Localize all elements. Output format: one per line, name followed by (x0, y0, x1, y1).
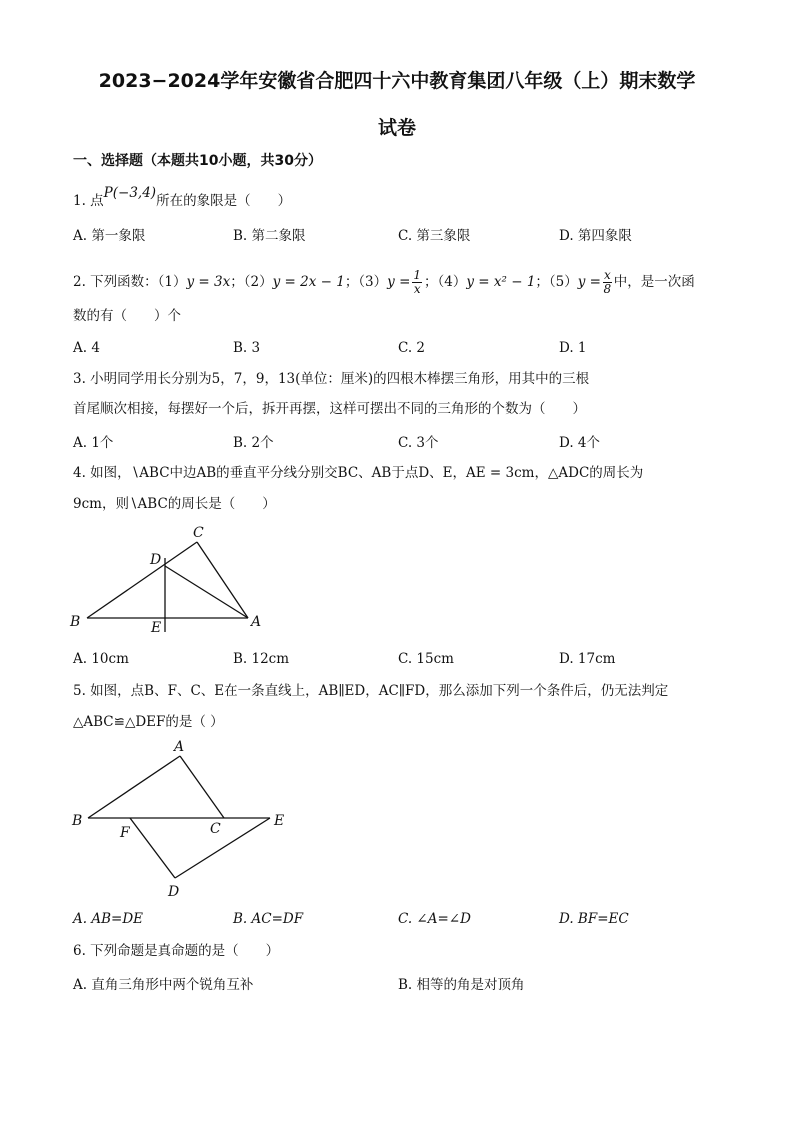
q4-triangle-figure (60, 520, 280, 640)
q2-option-d: D. 1 (559, 340, 587, 356)
q2-function-2: y = 2x − 1 (272, 274, 345, 290)
q2-function-3-fraction (412, 269, 422, 296)
segment-DE (175, 818, 270, 878)
exam-title-line1: 2023−2024学年安徽省合肥四十六中教育集团八年级（上）期末数学 (98, 70, 696, 92)
label-A: A (251, 614, 262, 630)
q3-option-c: C. 3个 (398, 435, 439, 451)
q3-option-a: A. 1个 (73, 435, 114, 451)
fraction-denominator: 8 (603, 282, 612, 296)
q1-option-d: D. 第四象限 (559, 228, 632, 244)
q1-option-b: B. 第二象限 (233, 228, 306, 244)
label-B: B (72, 813, 83, 829)
q5-triangles-figure (60, 738, 300, 898)
q1-point: P(−3,4) (103, 185, 157, 201)
q5-option-d: D. BF=EC (559, 911, 629, 927)
q6-option-b: B. 相等的角是对顶角 (398, 977, 525, 993)
label-B: B (70, 614, 81, 630)
fraction-denominator: x (413, 282, 421, 296)
question-5-line2: △ABC≌△DEF的是（ ） (73, 714, 224, 730)
label-C: C (193, 525, 204, 541)
label-C: C (210, 821, 221, 837)
q4-option-b: B. 12cm (233, 651, 290, 667)
q4-option-d: D. 17cm (559, 651, 616, 667)
q3-option-d: D. 4个 (559, 435, 601, 451)
question-5-line1: 5. 如图，点B、F、C、E在一条直线上，AB∥ED，AC∥FD，那么添加下列一个条件后，仍无法判定 (73, 683, 669, 699)
q2-function-4: y = x² − 1 (466, 274, 536, 290)
q2-function-5-fraction (603, 269, 612, 296)
segment-BA (88, 756, 180, 818)
fraction-numerator: x (603, 268, 611, 282)
q2-function-1: y = 3x (186, 274, 231, 290)
q4-option-a: A. 10cm (73, 651, 129, 667)
q2-sep: ；（3） (344, 274, 388, 290)
fraction-numerator: 1 (413, 268, 422, 282)
question-4-line1: 4. 如图，∖ABC中边AB的垂直平分线分别交BC、AB于点D、E，AE = 3cm，△ADC的周长为 (73, 465, 644, 481)
q1-suffix: 所在的象限是（ ） (156, 193, 292, 209)
q2-option-c: C. 2 (398, 340, 426, 356)
segment-AC (180, 756, 224, 818)
q2-sep: ；（2） (230, 274, 273, 290)
q5-option-a: A. AB=DE (73, 911, 143, 927)
q5-option-b: B. AC=DF (233, 911, 304, 927)
question-3-line2: 首尾顺次相接，每摆好一个后，拆开再摆，这样可摆出不同的三角形的个数为（ ） (73, 401, 586, 417)
question-1 (73, 185, 292, 210)
q2-function-3-lhs: y = (387, 274, 411, 290)
label-D: D (168, 884, 180, 900)
q6-option-a: A. 直角三角形中两个锐角互补 (73, 977, 254, 993)
q2-sep: ；（4） (424, 274, 467, 290)
segment-BC (87, 542, 197, 618)
label-E: E (151, 620, 162, 636)
label-D: D (150, 552, 162, 568)
label-E: E (274, 813, 285, 829)
q1-prefix: 1. 点 (73, 193, 104, 209)
q2-sep: ；（5） (535, 274, 578, 290)
segment-CA (197, 542, 248, 618)
question-3-line1: 3. 小明同学用长分别为5，7，9，13(单位：厘米)的四根木棒摆三角形，用其中的三根 (73, 371, 590, 387)
q1-option-c: C. 第三象限 (398, 228, 471, 244)
label-A: A (174, 739, 185, 755)
segment-DA (165, 566, 248, 618)
q1-option-a: A. 第一象限 (73, 228, 146, 244)
question-4-line2: 9cm，则∖ABC的周长是（ ） (73, 496, 276, 512)
q2-text: 2. 下列函数：（1） (73, 274, 187, 290)
q2-option-b: B. 3 (233, 340, 261, 356)
exam-title-line2: 试卷 (377, 117, 416, 139)
segment-FD (130, 818, 175, 878)
q5-option-c: C. ∠A=∠D (398, 911, 471, 927)
q2-tail: 中，是一次函 (613, 274, 695, 290)
question-6-line1: 6. 下列命题是真命题的是（ ） (73, 943, 280, 959)
q2-function-5-lhs: y = (577, 274, 601, 290)
section-heading: 一、选择题（本题共10小题，共30分） (73, 153, 322, 169)
q3-option-b: B. 2个 (233, 435, 274, 451)
label-F: F (120, 825, 130, 841)
q4-option-c: C. 15cm (398, 651, 454, 667)
q2-line2: 数的有（ ）个 (73, 308, 181, 324)
question-2 (73, 269, 695, 296)
q2-option-a: A. 4 (73, 340, 100, 356)
